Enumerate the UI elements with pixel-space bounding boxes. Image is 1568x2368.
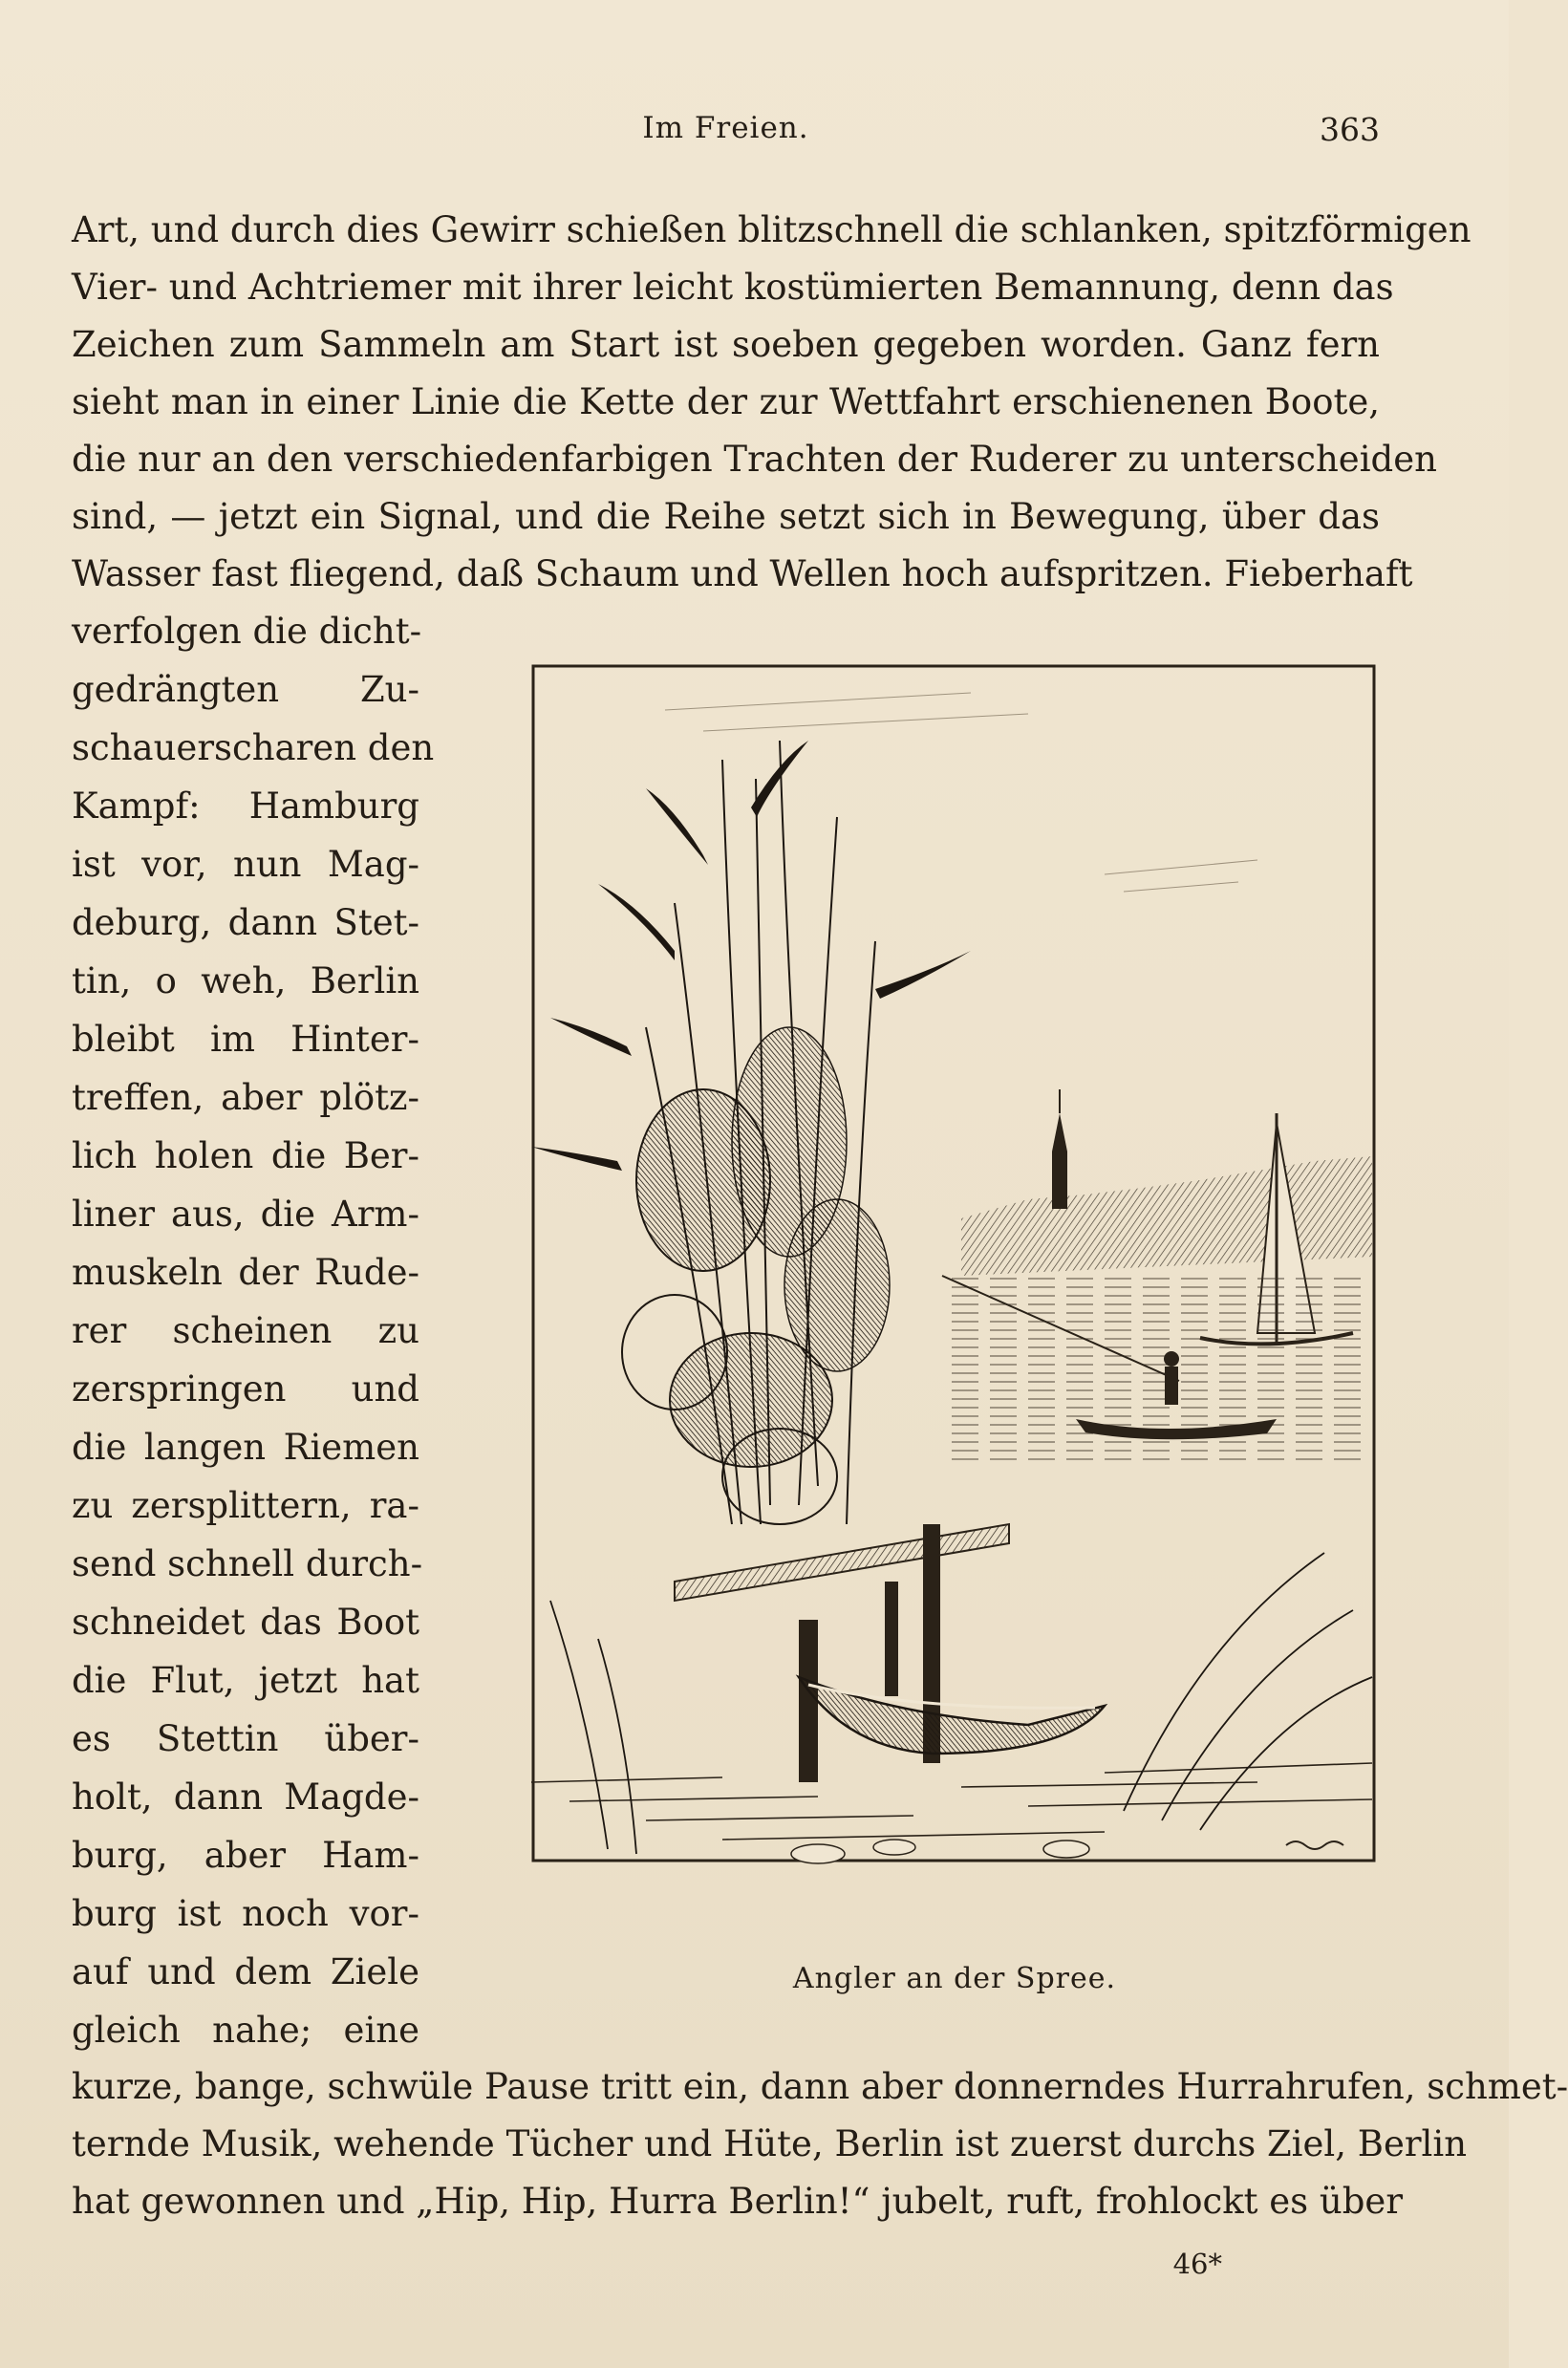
text-line: die nur an den verschiedenfarbigen Trachten der Ruderer zu unterscheiden [72, 439, 1437, 480]
text-line: bleibt im Hinter- [72, 1019, 419, 1060]
text-line: auf und dem Ziele [72, 1951, 419, 1992]
figure-caption: Angler an der Spree. [792, 1962, 1117, 1995]
text-line: treffen, aber plötz- [72, 1077, 419, 1118]
text-line: holt, dann Magde- [72, 1776, 419, 1818]
page-number: 363 [1320, 111, 1380, 148]
text-line: liner aus, die Arm- [72, 1194, 419, 1235]
text-line: Zeichen zum Sammeln am Start ist soeben gegeben worden. Ganz fern [72, 324, 1380, 365]
text-line: kurze, bange, schwüle Pause tritt ein, dann aber donnerndes Hurrahrufen, schmet- [72, 2066, 1568, 2107]
text-line: verfolgen die dicht- [72, 611, 422, 652]
text-line: Art, und durch dies Gewirr schießen blitzschnell die schlanken, spitzförmigen [72, 209, 1471, 250]
text-line: die langen Riemen [72, 1427, 419, 1468]
text-line: rer scheinen zu [72, 1310, 419, 1351]
text-line: zu zersplittern, ra- [72, 1485, 419, 1526]
text-line: deburg, dann Stet- [72, 902, 419, 943]
text-line: schneidet das Boot [72, 1602, 419, 1643]
text-line: es Stettin über- [72, 1718, 419, 1759]
text-line: gedrängten Zu- [72, 669, 419, 710]
text-line: Vier- und Achtriemer mit ihrer leicht kostümierten Bemannung, denn das [72, 267, 1394, 308]
text-line: ternde Musik, wehende Tücher und Hüte, Berlin ist zuerst durchs Ziel, Berlin [72, 2123, 1468, 2164]
text-line: ist vor, nun Mag- [72, 844, 419, 885]
text-line: gleich nahe; eine [72, 2010, 419, 2051]
signature-mark: 46* [1172, 2248, 1222, 2280]
text-line: lich holen die Ber- [72, 1135, 419, 1176]
text-line: Kampf: Hamburg [72, 786, 419, 827]
text-line: schauerscharen den [72, 727, 435, 768]
text-line: burg ist noch vor- [72, 1893, 419, 1934]
text-line: sind, — jetzt ein Signal, und die Reihe setzt sich in Bewegung, über das [72, 496, 1380, 537]
text-line: hat gewonnen und „Hip, Hip, Hurra Berlin!“ jubelt, ruft, frohlockt es über [72, 2181, 1404, 2222]
page-header [72, 111, 1380, 159]
text-line: muskeln der Rude- [72, 1252, 419, 1293]
text-line: die Flut, jetzt hat [72, 1660, 419, 1701]
text-line: sieht man in einer Linie die Kette der zur Wettfahrt erschienenen Boote, [72, 381, 1380, 422]
text-line: burg, aber Ham- [72, 1835, 419, 1876]
text-line: tin, o weh, Berlin [72, 960, 419, 1001]
text-line: zerspringen und [72, 1368, 419, 1410]
text-line: Wasser fast fliegend, daß Schaum und Wellen hoch aufspritzen. Fieberhaft [72, 553, 1413, 594]
illustration-angler-spree [531, 664, 1378, 1947]
text-line: send schnell durch- [72, 1543, 423, 1584]
running-title: Im Freien. [642, 111, 809, 145]
